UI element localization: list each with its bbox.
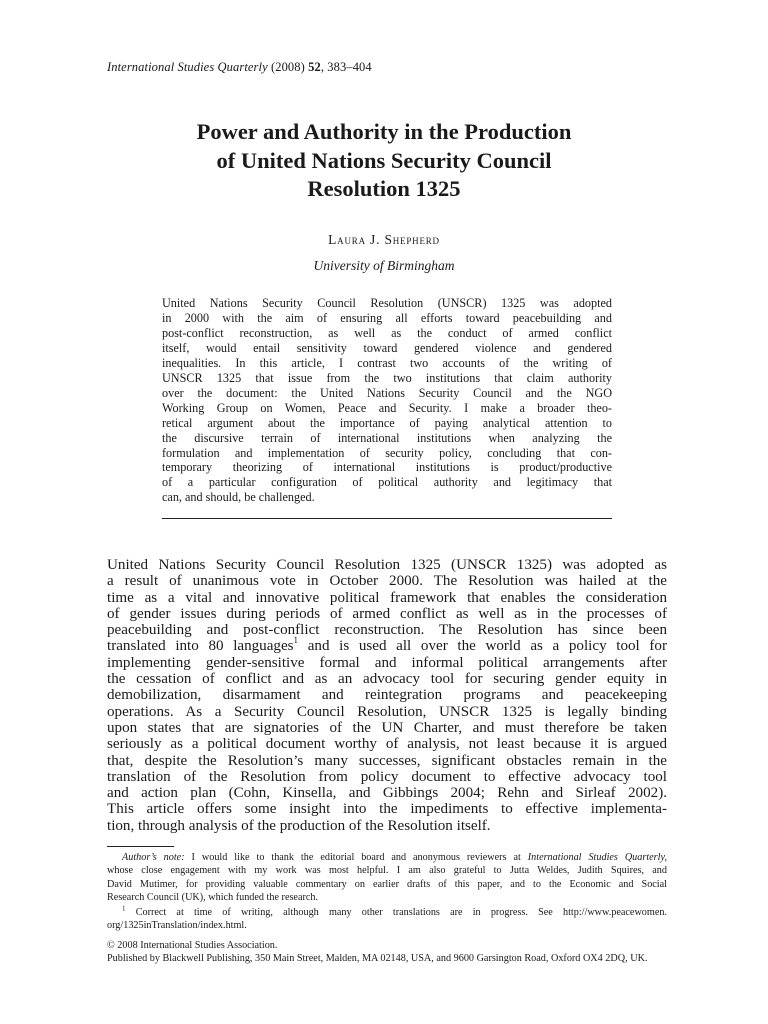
body-line-with-footnote [107, 635, 667, 655]
authors-note-label: Author’s note: [122, 852, 185, 863]
abstract-divider [162, 518, 612, 519]
title-line: Resolution 1325 [307, 176, 461, 201]
authors-note-line: Research Council (UK), which funded the research. [107, 892, 319, 904]
abstract-line: in 2000 with the aim of ensuring all efforts toward peacebuilding and [162, 310, 612, 325]
body-line: and action plan (Cohn, Kinsella, and Gibbings 2004; Rehn and Sirleaf 2002). [107, 785, 667, 802]
abstract-line: inequalities. In this article, I contrast two accounts of the writing of [162, 355, 612, 370]
journal-volume: 52 [308, 60, 321, 74]
footnote-line [107, 906, 667, 919]
journal-year: (2008) [270, 60, 305, 74]
author-affiliation: University of Birmingham [313, 258, 455, 273]
body-line: implementing gender-sensitive formal and informal political arrangements after [107, 654, 667, 671]
authors-note-text: I would like to thank the editorial board and anonymous reviewers at [184, 852, 528, 863]
body-line: the cessation of conflict and as an advocacy tool for securing gender equity in [107, 671, 667, 688]
abstract-line: retical argument about the importance of paying analytical attention to [162, 415, 612, 430]
body-line: This article offers some insight into the impediments to effective implementa- [107, 801, 667, 818]
body-line: seriously as a political document worthy of analysis, not least because it is argued [107, 736, 667, 753]
body-line: a result of unanimous vote in October 2000. The Resolution was hailed at the [107, 573, 667, 590]
body-line: tion, through analysis of the production of the Resolution itself. [107, 817, 491, 834]
body-line: upon states that are signatories of the UN Charter, and must therefore be taken [107, 719, 667, 736]
footnote-number: 1 [122, 904, 126, 913]
body-line: demobilization, disarmament and reintegration programs and peacekeeping [107, 687, 667, 704]
journal-pages: , 383–404 [320, 60, 372, 74]
abstract-line: of a particular configuration of political authority and legitimacy that [162, 475, 612, 490]
abstract-line: over the document: the United Nations Security Council and the NGO [162, 385, 612, 400]
footnote-text: Correct at time of writing, although many other translations are in progress. See http://www.peacewomen. [125, 906, 667, 918]
body-line: that, despite the Resolution’s many successes, significant obstacles remain in the [107, 752, 667, 769]
abstract-line: itself, would entail sensitivity toward gendered violence and gendered [162, 340, 612, 355]
body-line: United Nations Security Council Resolution 1325 (UNSCR 1325) was adopted as [107, 557, 667, 573]
authors-note-line: David Mutimer, for providing valuable commentary on earlier drafts of this paper, and to the Economic and Social [107, 878, 667, 890]
authors-note-line [107, 851, 667, 864]
abstract-line: formulation and implementation of security policy, concluding that con- [162, 445, 612, 460]
copyright-block [107, 939, 667, 966]
abstract-line: UNSCR 1325 that issue from the two institutions that claim authority [162, 370, 612, 385]
body-text-fragment: translated into 80 languages [107, 638, 294, 655]
abstract-line: United Nations Security Council Resolution (UNSCR) 1325 was adopted [162, 296, 612, 310]
journal-name-ref: International Studies Quarterly, [527, 852, 667, 863]
abstract [162, 296, 612, 505]
author-name: Laura J. Shepherd [328, 232, 440, 247]
body-line: time as a vital and innovative political framework that enables the consideration [107, 589, 667, 606]
article-title [100, 118, 668, 204]
journal-citation-header [107, 60, 372, 75]
body-line: operations. As a Security Council Resolution, UNSCR 1325 is legally binding [107, 703, 667, 720]
abstract-line: post-conflict reconstruction, as well as the conduct of armed conflict [162, 325, 612, 340]
abstract-line: temporary theorizing of international institutions is product/productive [162, 460, 612, 475]
abstract-line: Working Group on Women, Peace and Security. I make a broader theo- [162, 400, 612, 415]
title-line: of United Nations Security Council [216, 147, 552, 173]
copyright-line: © 2008 International Studies Association. [107, 940, 278, 951]
footnote-marker[interactable]: 1 [293, 635, 299, 646]
body-line: peacebuilding and post-conflict reconstruction. The Resolution has since been [107, 622, 667, 639]
journal-name: International Studies Quarterly [107, 60, 268, 74]
title-line: Power and Authority in the Production [196, 119, 572, 144]
body-line: of gender issues during periods of armed conflict as well as in the processes of [107, 605, 667, 622]
abstract-line: the discursive terrain of international institutions when analyzing the [162, 430, 612, 445]
body-text-fragment: and is used all over the world as a policy tool for [298, 638, 667, 655]
authors-note-line: whose close engagement with my work was most helpful. I am also grateful to Jutta Weldes, Judith Squires, and [107, 865, 667, 877]
abstract-line: can, and should, be challenged. [162, 490, 315, 505]
footnote-divider [107, 846, 174, 847]
publisher-line: Published by Blackwell Publishing, 350 Main Street, Malden, MA 02148, USA, and 9600 Garsington Road, Oxford OX4 2DQ, UK. [107, 953, 648, 965]
footnote-url-line[interactable]: org/1325inTranslation/index.html. [107, 920, 247, 932]
footnotes [107, 851, 667, 932]
body-paragraph [107, 557, 667, 834]
body-line: translation of the Resolution from policy document to effective advocacy tool [107, 768, 667, 785]
